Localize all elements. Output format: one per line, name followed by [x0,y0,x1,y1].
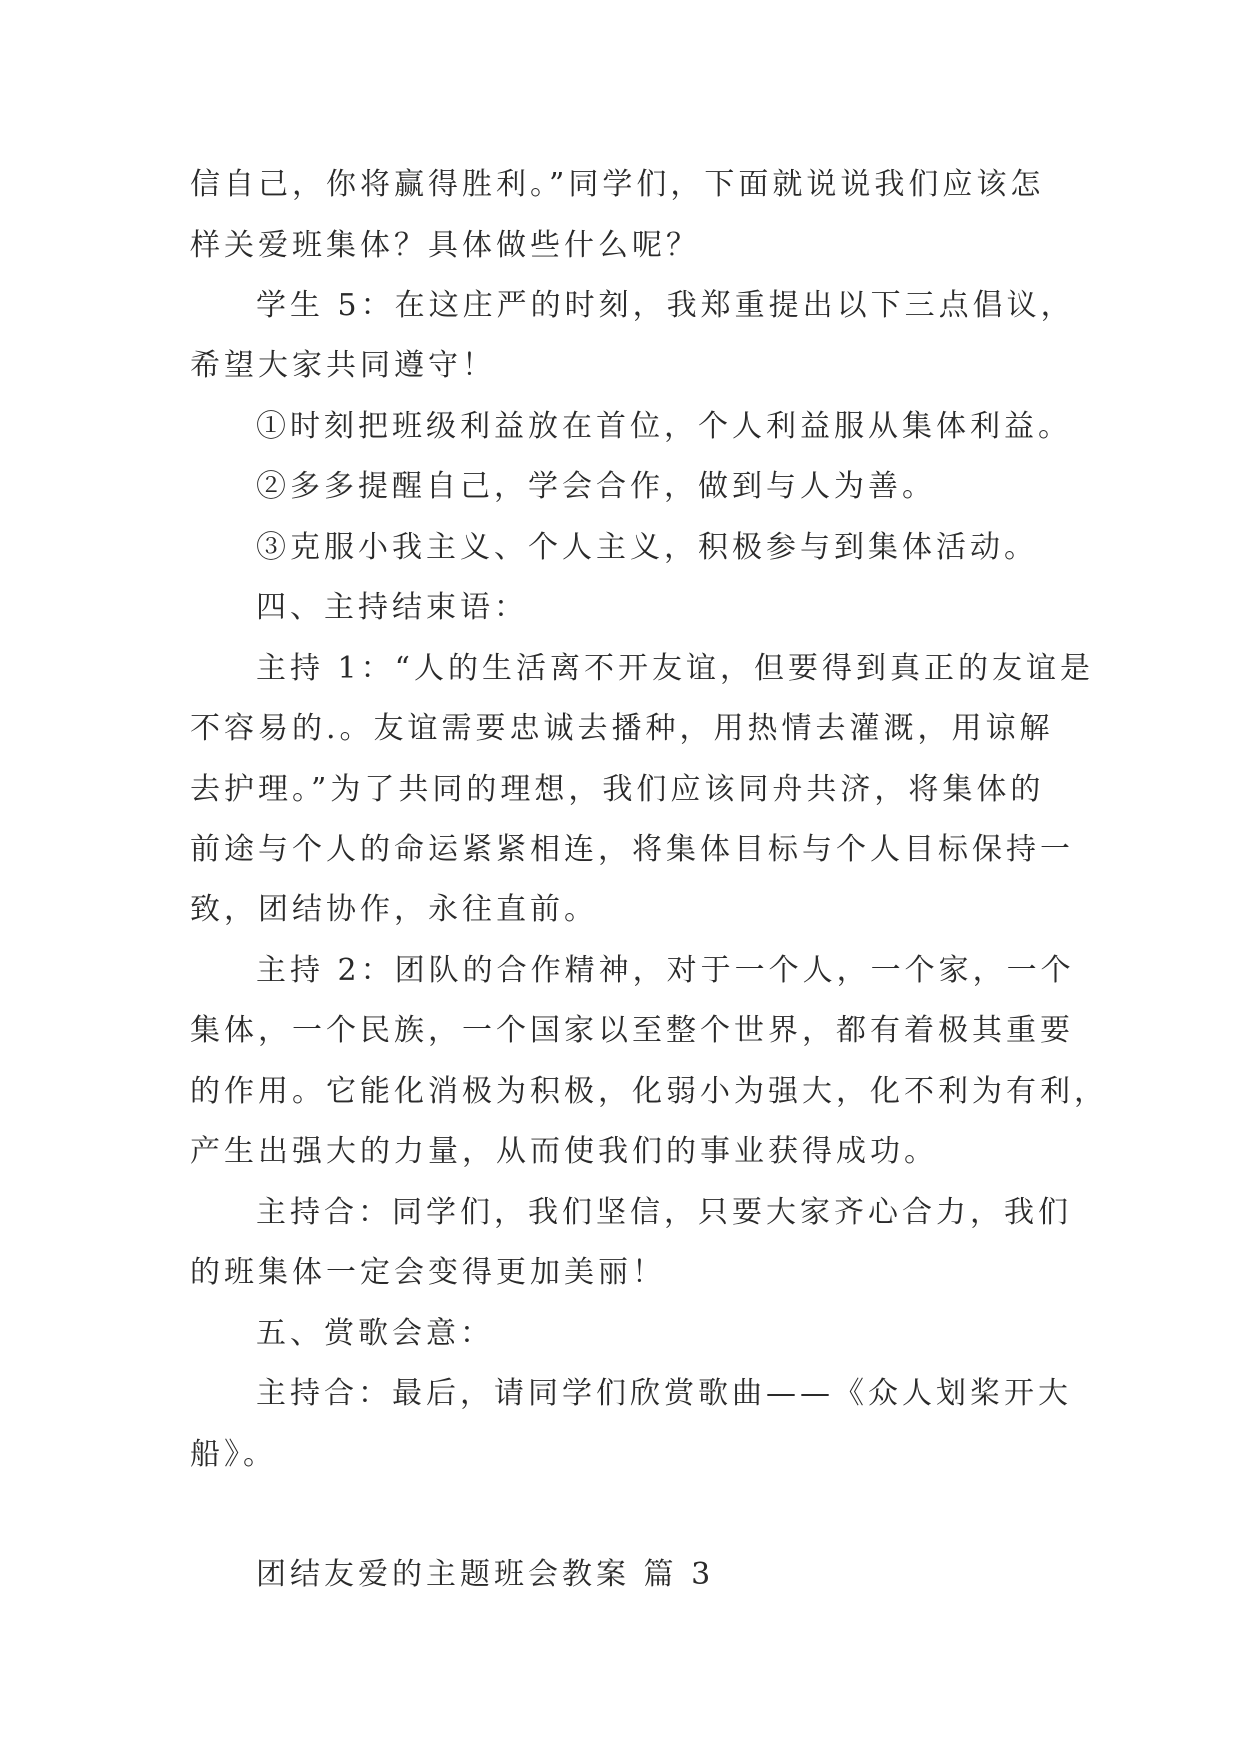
paragraph-line: 致，团结协作，永往直前。 [190,892,598,927]
list-item: ①时刻把班级利益放在首位，个人利益服从集体利益。 [256,409,1072,444]
paragraph-line: 不容易的.。友谊需要忠诚去播种，用热情去灌溉，用谅解 [190,711,1054,746]
section-heading: 四、主持结束语： [256,590,528,625]
paragraph-line: 船》。 [190,1437,277,1472]
section-heading: 五、赏歌会意： [256,1316,494,1351]
paragraph-line: 去护理。”为了共同的理想，我们应该同舟共济，将集体的 [190,772,1045,807]
paragraph-line: 集体，一个民族，一个国家以至整个世界，都有着极其重要 [190,1013,1074,1048]
document-section-title: 团结友爱的主题班会教案 篇 3 [256,1557,715,1592]
paragraph-line: 的作用。它能化消极为积极，化弱小为强大，化不利为有利， [190,1074,1108,1109]
list-item: ③克服小我主义、个人主义，积极参与到集体活动。 [256,530,1038,565]
paragraph-line: 样关爱班集体？具体做些什么呢？ [190,228,700,263]
list-item: ②多多提醒自己，学会合作，做到与人为善。 [256,469,936,504]
paragraph-line: 学生 5：在这庄严的时刻，我郑重提出以下三点倡议， [256,288,1075,323]
paragraph-line: 产生出强大的力量，从而使我们的事业获得成功。 [190,1134,938,1169]
paragraph-line: 前途与个人的命运紧紧相连，将集体目标与个人目标保持一 [190,832,1074,867]
paragraph-line: 希望大家共同遵守！ [190,348,496,383]
paragraph-line: 主持合：同学们，我们坚信，只要大家齐心合力，我们 [256,1195,1072,1230]
paragraph-line: 主持 1：“人的生活离不开友谊，但要得到真正的友谊是 [256,651,1094,686]
paragraph-line: 信自己，你将赢得胜利。”同学们，下面就说说我们应该怎 [190,167,1045,202]
paragraph-line: 的班集体一定会变得更加美丽！ [190,1255,666,1290]
paragraph-line: 主持 2：团队的合作精神，对于一个人，一个家，一个 [256,953,1075,988]
paragraph-line: 主持合：最后，请同学们欣赏歌曲——《众人划桨开大 [256,1376,1072,1411]
